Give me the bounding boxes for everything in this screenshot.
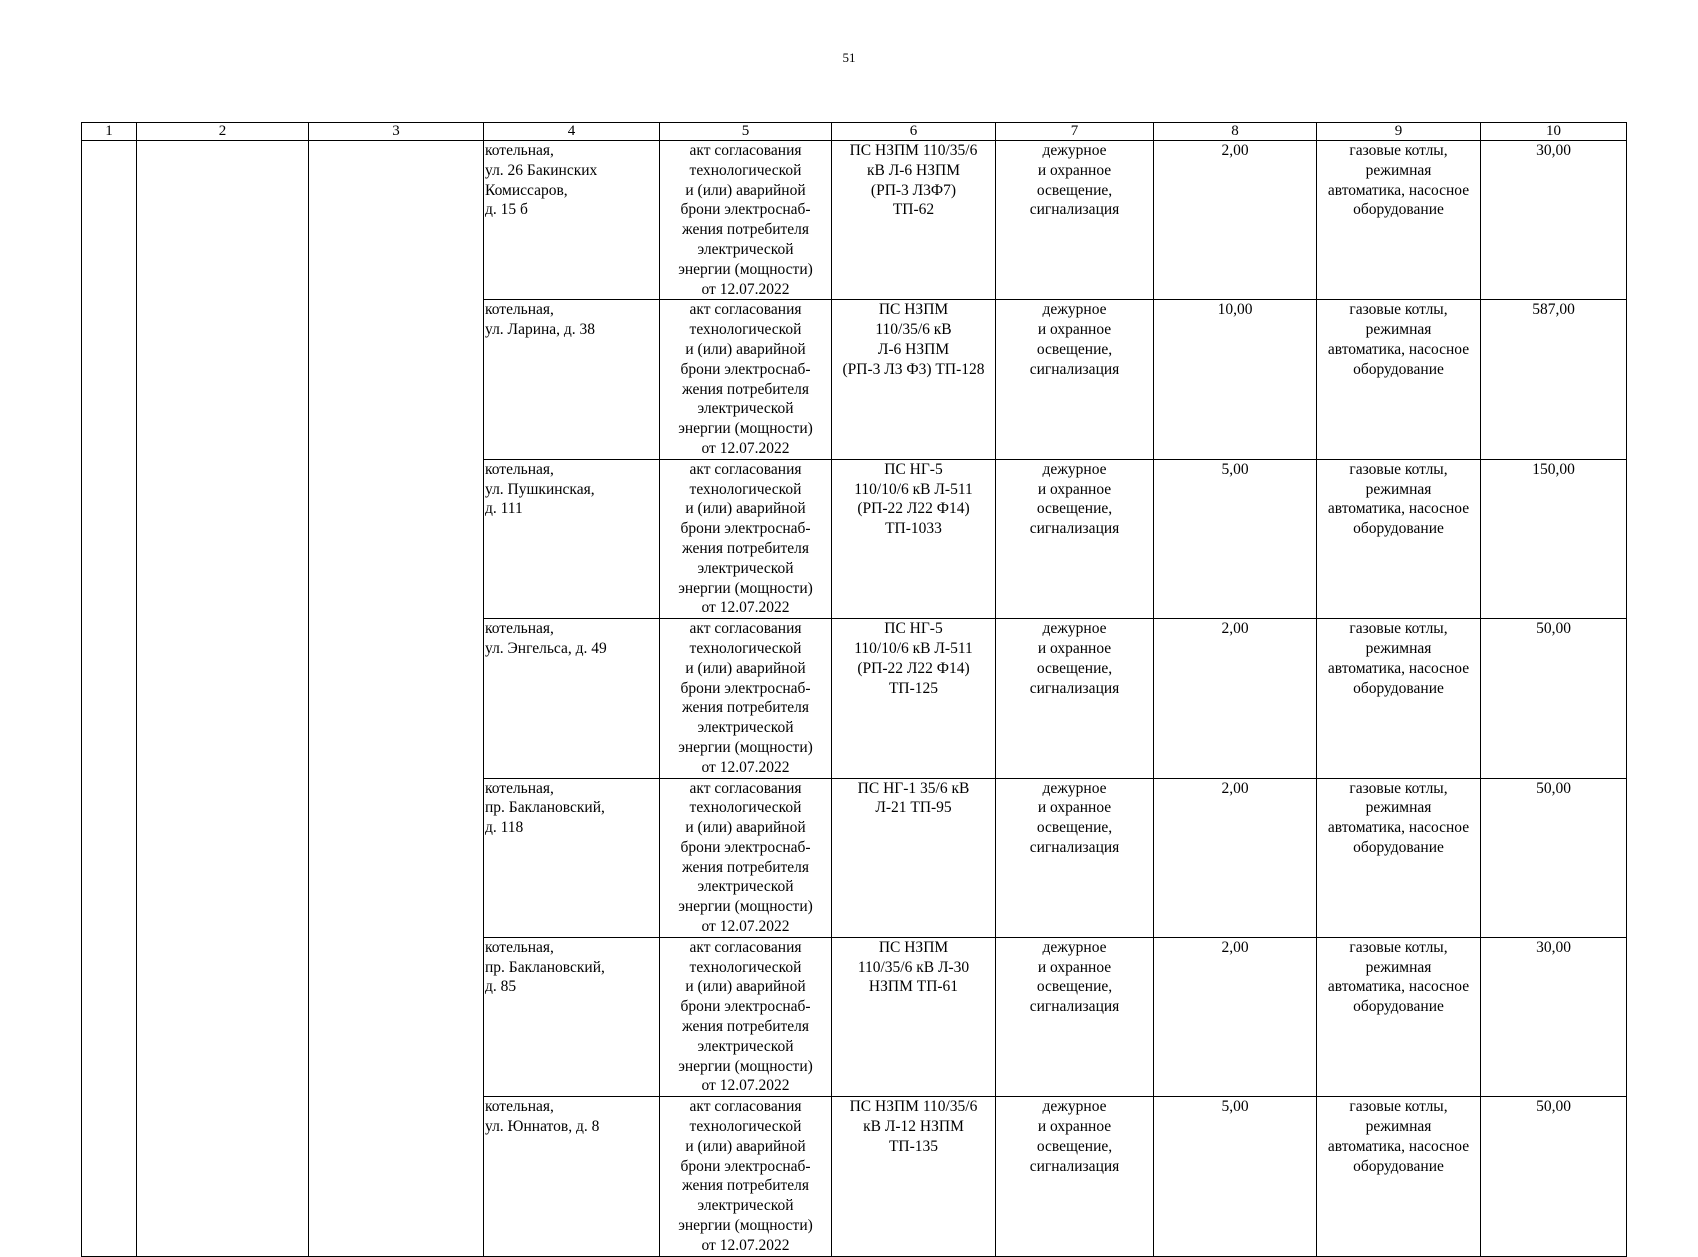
address-cell: котельная, пр. Баклановский, д. 85 [484, 937, 660, 1096]
purpose-cell: дежурное и охранное освещение, сигнализация [996, 459, 1154, 618]
source-cell: ПС НЗПМ 110/35/6 кВ Л-6 НЗПМ (РП-3 Л3Ф7) ТП-62 [832, 141, 996, 300]
purpose-cell: дежурное и охранное освещение, сигнализация [996, 937, 1154, 1096]
power-cell: 5,00 [1154, 1097, 1317, 1256]
value-cell: 50,00 [1481, 778, 1627, 937]
address-cell: котельная, ул. Ларина, д. 38 [484, 300, 660, 459]
equipment-cell: газовые котлы, режимная автоматика, насосное оборудование [1317, 459, 1481, 618]
document-cell: акт согласования технологической и (или) аварийной брони электроснаб- жения потребителя электрической энергии (мощности) от 12.07.2022 [660, 1097, 832, 1256]
equipment-cell: газовые котлы, режимная автоматика, насосное оборудование [1317, 619, 1481, 778]
power-cell: 2,00 [1154, 619, 1317, 778]
column-header: 2 [137, 123, 309, 141]
address-cell: котельная, ул. 26 Бакинских Комиссаров, д. 15 б [484, 141, 660, 300]
column-header: 3 [309, 123, 484, 141]
column-header: 1 [82, 123, 137, 141]
value-cell: 587,00 [1481, 300, 1627, 459]
value-cell: 30,00 [1481, 141, 1627, 300]
document-cell: акт согласования технологической и (или) аварийной брони электроснаб- жения потребителя электрической энергии (мощности) от 12.07.2022 [660, 778, 832, 937]
document-cell: акт согласования технологической и (или) аварийной брони электроснаб- жения потребителя электрической энергии (мощности) от 12.07.2022 [660, 619, 832, 778]
power-cell: 2,00 [1154, 141, 1317, 300]
equipment-cell: газовые котлы, режимная автоматика, насосное оборудование [1317, 937, 1481, 1096]
document-cell: акт согласования технологической и (или) аварийной брони электроснаб- жения потребителя электрической энергии (мощности) от 12.07.2022 [660, 459, 832, 618]
source-cell: ПС НГ-1 35/6 кВ Л-21 ТП-95 [832, 778, 996, 937]
document-cell: акт согласования технологической и (или) аварийной брони электроснаб- жения потребителя электрической энергии (мощности) от 12.07.2022 [660, 937, 832, 1096]
value-cell: 50,00 [1481, 1097, 1627, 1256]
address-cell: котельная, ул. Юннатов, д. 8 [484, 1097, 660, 1256]
power-cell: 5,00 [1154, 459, 1317, 618]
equipment-cell: газовые котлы, режимная автоматика, насосное оборудование [1317, 1097, 1481, 1256]
header-row [82, 123, 1627, 141]
source-cell: ПС НЗПМ 110/35/6 кВ Л-12 НЗПМ ТП-135 [832, 1097, 996, 1256]
column-header: 10 [1481, 123, 1627, 141]
address-cell: котельная, пр. Баклановский, д. 118 [484, 778, 660, 937]
source-cell: ПС НЗПМ 110/35/6 кВ Л-6 НЗПМ (РП-3 Л3 Ф3) ТП-128 [832, 300, 996, 459]
power-cell: 10,00 [1154, 300, 1317, 459]
address-cell: котельная, ул. Энгельса, д. 49 [484, 619, 660, 778]
column-header: 6 [832, 123, 996, 141]
power-cell: 2,00 [1154, 778, 1317, 937]
value-cell: 50,00 [1481, 619, 1627, 778]
purpose-cell: дежурное и охранное освещение, сигнализация [996, 1097, 1154, 1256]
column-header: 4 [484, 123, 660, 141]
purpose-cell: дежурное и охранное освещение, сигнализация [996, 619, 1154, 778]
purpose-cell: дежурное и охранное освещение, сигнализация [996, 778, 1154, 937]
source-cell: ПС НГ-5 110/10/6 кВ Л-511 (РП-22 Л22 Ф14) ТП-1033 [832, 459, 996, 618]
column-1-cell [82, 141, 137, 1257]
source-cell: ПС НЗПМ 110/35/6 кВ Л-30 НЗПМ ТП-61 [832, 937, 996, 1096]
address-cell: котельная, ул. Пушкинская, д. 111 [484, 459, 660, 618]
purpose-cell: дежурное и охранное освещение, сигнализация [996, 300, 1154, 459]
column-header: 5 [660, 123, 832, 141]
column-2-cell [137, 141, 309, 1257]
document-cell: акт согласования технологической и (или) аварийной брони электроснаб- жения потребителя электрической энергии (мощности) от 12.07.2022 [660, 300, 832, 459]
column-header: 9 [1317, 123, 1481, 141]
data-table [81, 122, 1627, 1257]
source-cell: ПС НГ-5 110/10/6 кВ Л-511 (РП-22 Л22 Ф14) ТП-125 [832, 619, 996, 778]
page-number: 51 [842, 50, 856, 65]
column-3-cell [309, 141, 484, 1257]
purpose-cell: дежурное и охранное освещение, сигнализация [996, 141, 1154, 300]
column-header: 7 [996, 123, 1154, 141]
equipment-cell: газовые котлы, режимная автоматика, насосное оборудование [1317, 141, 1481, 300]
equipment-cell: газовые котлы, режимная автоматика, насосное оборудование [1317, 300, 1481, 459]
equipment-cell: газовые котлы, режимная автоматика, насосное оборудование [1317, 778, 1481, 937]
value-cell: 30,00 [1481, 937, 1627, 1096]
document-cell: акт согласования технологической и (или) аварийной брони электроснаб- жения потребителя электрической энергии (мощности) от 12.07.2022 [660, 141, 832, 300]
power-cell: 2,00 [1154, 937, 1317, 1096]
column-header: 8 [1154, 123, 1317, 141]
table-row [82, 141, 1627, 300]
value-cell: 150,00 [1481, 459, 1627, 618]
